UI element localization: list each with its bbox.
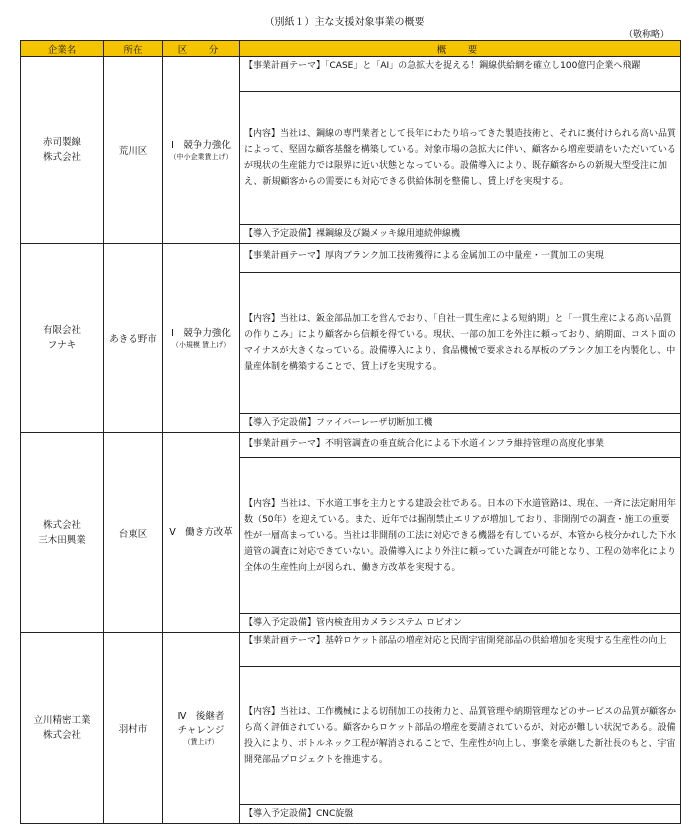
summary-cell xyxy=(240,244,681,433)
category: Ⅰ 競争力強化 （中小企業賃上げ） xyxy=(163,57,240,244)
header-category: 区 分 xyxy=(163,41,240,57)
header-location: 所在 xyxy=(104,41,163,57)
business-content: 【内容】当社は、鈑金部品加工を営んでおり、「自社一貫生産による短納期」と「一貫生産による高い品質の作りこみ」により顧客から信頼を得ている。現状、一部の加工を外注に頼っており、納期面、コスト面のマイナスが大きくなっている。設備導入により、食品機械で要求される厚板のブランク加工を内製化し、中量産体制を構築することで、賃上げを実現する。 xyxy=(240,273,680,414)
company-name: 株式会社 三木田興業 xyxy=(21,433,104,633)
summary-cell xyxy=(240,57,681,244)
business-content: 【内容】当社は、鋼線の専門業者として長年にわたり培ってきた製造技術と、それに裏付けられる高い品質によって、堅固な顧客基盤を構築している。対象市場の急拡大に伴い、顧客から増産要請をいただいているが現状の生産能力では限界に近い状態となっている。設備導入により、既存顧客からの新規大型受注に加え、新規顧客からの需要にも対応できる供給体制を整備し、賃上げを実現する。 xyxy=(240,92,680,225)
business-plan-theme: 【事業計画テーマ】厚肉ブランク加工技術獲得による金属加工の中量産・一貫加工の実現 xyxy=(240,244,680,273)
company-name: 赤司製線 株式会社 xyxy=(21,57,104,244)
header-summary: 概 要 xyxy=(240,41,681,57)
company-name: 有限会社 フナキ xyxy=(21,244,104,433)
business-content: 【内容】当社は、下水道工事を主力とする建設会社である。日本の下水道管路は、現在、一斉に法定耐用年数（50年）を迎えている。また、近年では掘削禁止エリアが増加しており、非開削での調査・施工の重要性が一層高まっている。当社は非開削の工法に対応できる機器を有しているが、本管から枝分かれした下水道管の調査に対応できていない。設備導入により外注に頼っていた調査が可能となり、工程の効率化により全体の生産性向上が図られ、働き方改革を実現する。 xyxy=(240,458,680,614)
table-row xyxy=(21,433,681,633)
honorific-note: （敬称略） xyxy=(623,30,669,40)
company-location: 台東区 xyxy=(104,433,163,633)
planned-equipment: 【導入予定設備】ファイバーレーザ切断加工機 xyxy=(244,418,433,428)
planned-equipment: 【導入予定設備】裸鋼線及び鍋メッキ線用連続伸線機 xyxy=(244,228,461,239)
category: Ⅴ 働き方改革 xyxy=(163,433,240,633)
business-plan-theme: 【事業計画テーマ】基幹ロケット部品の増産対応と民間宇宙開発部品の供給増加を実現する生産性の向上 xyxy=(240,633,680,667)
table-header-row xyxy=(21,41,681,57)
table-row xyxy=(21,633,681,824)
planned-equipment: 【導入予定設備】CNC旋盤 xyxy=(244,809,354,819)
category: Ⅳ 後継者 チャレンジ （賃上げ） xyxy=(163,633,240,824)
business-plan-theme: 【事業計画テーマ】「CASE」と「AI」の急拡大を捉える！鋼線供給網を確立し100億円企業へ飛躍 xyxy=(240,58,680,92)
category: Ⅰ 競争力強化 （小規模 賃上げ） xyxy=(163,244,240,433)
table-row xyxy=(21,57,681,244)
summary-cell xyxy=(240,633,681,824)
header-company: 企業名 xyxy=(21,41,104,57)
company-location: 荒川区 xyxy=(104,57,163,244)
table-row xyxy=(21,244,681,433)
document-title: （別紙１）主な支援対象事業の概要 xyxy=(264,17,425,28)
company-location: 羽村市 xyxy=(104,633,163,824)
business-content: 【内容】当社は、工作機械による切削加工の技術力と、品質管理や納期管理などのサービスの品質が顧客から高く評価されている。顧客からロケット部品の増産を要請されているが、対応が難しい状況である。設備投入により、ボトルネック工程が解消されることで、生産性が向上し、事業を承継した新社長のもと、宇宙開発部品プロジェクトを推進する。 xyxy=(240,667,680,805)
planned-equipment: 【導入予定設備】管内検査用カメラシステム ロビオン xyxy=(244,618,462,628)
company-name: 立川精密工業 株式会社 xyxy=(21,633,104,824)
business-plan-theme: 【事業計画テーマ】不明管調査の垂直統合化による下水道インフラ維持管理の高度化事業 xyxy=(240,433,680,458)
summary-cell xyxy=(240,433,681,633)
project-summary-table xyxy=(20,40,681,824)
company-location: あきる野市 xyxy=(104,244,163,433)
